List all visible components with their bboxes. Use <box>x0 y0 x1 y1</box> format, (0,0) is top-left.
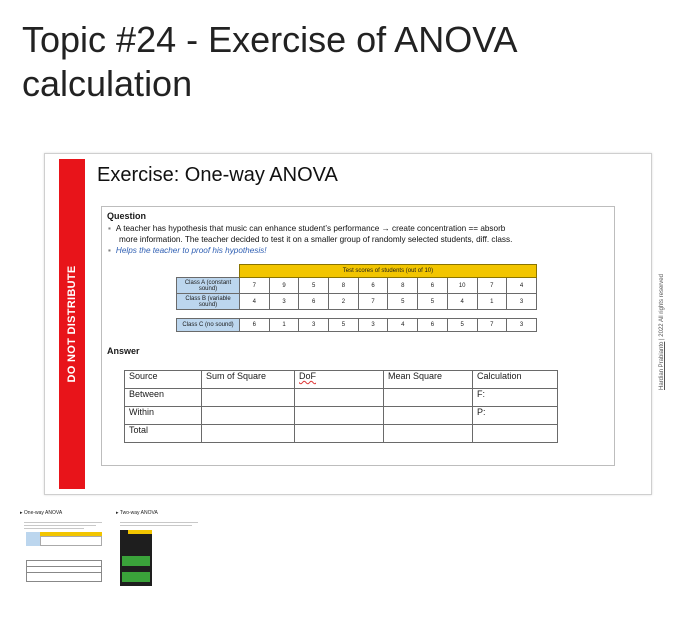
anova-row-between: Between <box>125 389 202 407</box>
thumbnail-label: ▸ Two-way ANOVA <box>116 510 158 516</box>
score-cell: 5 <box>388 294 418 310</box>
thumbnail-two-way-anova[interactable] <box>116 510 204 588</box>
score-cell: 3 <box>358 319 388 332</box>
thumb-table-labels <box>26 532 40 546</box>
score-cell: 5 <box>418 294 448 310</box>
anova-answer-table <box>124 370 558 443</box>
score-cell: 5 <box>299 278 329 294</box>
score-cell: 6 <box>240 319 270 332</box>
answer-label: Answer <box>107 346 140 356</box>
test-scores-table <box>176 264 537 332</box>
copyright-author: Hardian Prabianto <box>659 341 665 390</box>
score-cell: 3 <box>507 294 537 310</box>
anova-cell <box>202 389 295 407</box>
anova-cell <box>202 425 295 443</box>
thumbnail-one-way-anova[interactable] <box>20 510 108 588</box>
banner-text: DO NOT DISTRIBUTE <box>66 265 78 383</box>
score-cell: 5 <box>447 319 477 332</box>
thumb-answer-table <box>26 560 102 582</box>
thumbnail-label: ▸ One-way ANOVA <box>20 510 63 516</box>
score-cell: 4 <box>447 294 477 310</box>
score-cell: 10 <box>447 278 477 294</box>
anova-cell <box>295 425 384 443</box>
row-label-class-a: Class A (constant sound) <box>177 278 240 294</box>
do-not-distribute-banner <box>59 159 85 489</box>
anova-header-source: Source <box>125 371 202 389</box>
score-cell: 7 <box>477 278 507 294</box>
thumb-green-block <box>122 556 150 566</box>
score-cell: 3 <box>299 319 329 332</box>
score-cell: 9 <box>269 278 299 294</box>
exercise-content <box>101 206 615 466</box>
score-cell: 8 <box>329 278 359 294</box>
score-cell: 4 <box>388 319 418 332</box>
question-text-line1: ▪ A teacher has hypothesis that music can enhance student’s performance → create concentration == absorb <box>108 224 506 233</box>
row-label-class-c: Class C (no sound) <box>177 319 240 332</box>
score-cell: 4 <box>507 278 537 294</box>
anova-header-dof: DoF <box>295 371 384 389</box>
score-cell: 3 <box>269 294 299 310</box>
anova-header-calculation: Calculation <box>473 371 558 389</box>
score-cell: 5 <box>329 319 359 332</box>
anova-p-cell: P: <box>473 407 558 425</box>
score-cell: 6 <box>418 319 448 332</box>
score-cell: 1 <box>477 294 507 310</box>
score-cell: 6 <box>418 278 448 294</box>
thumb-dark-header <box>128 530 152 534</box>
score-cell: 3 <box>507 319 537 332</box>
score-cell: 7 <box>358 294 388 310</box>
score-cell: 8 <box>388 278 418 294</box>
copyright-text: | 2022 All rights reserved <box>659 274 665 340</box>
anova-cell <box>295 407 384 425</box>
question-label: Question <box>107 211 147 221</box>
anova-cell <box>384 389 473 407</box>
scores-table-header: Test scores of students (out of 10) <box>240 265 537 278</box>
anova-cell <box>384 425 473 443</box>
score-cell: 4 <box>240 294 270 310</box>
anova-cell <box>384 407 473 425</box>
anova-f-cell: F: <box>473 389 558 407</box>
score-cell: 7 <box>240 278 270 294</box>
anova-cell <box>202 407 295 425</box>
thumb-green-block <box>122 572 150 582</box>
hint-text: ▪ Helps the teacher to proof his hypothesis! <box>108 246 267 255</box>
copyright-note <box>659 274 665 390</box>
anova-header-sum-of-square: Sum of Square <box>202 371 295 389</box>
anova-cell <box>473 425 558 443</box>
anova-row-total: Total <box>125 425 202 443</box>
score-cell: 2 <box>329 294 359 310</box>
slide-preview <box>44 153 652 495</box>
thumb-table-body <box>40 536 102 546</box>
anova-row-within: Within <box>125 407 202 425</box>
question-text-line2: more information. The teacher decided to test it on a smaller group of randomly selected students, diff. class. <box>119 235 513 244</box>
score-cell: 6 <box>358 278 388 294</box>
anova-cell <box>295 389 384 407</box>
page-title: Topic #24 - Exercise of ANOVA calculation <box>22 19 516 104</box>
slide-title: Exercise: One-way ANOVA <box>97 164 338 186</box>
row-label-class-b: Class B (variable sound) <box>177 294 240 310</box>
anova-header-mean-square: Mean Square <box>384 371 473 389</box>
score-cell: 6 <box>299 294 329 310</box>
score-cell: 1 <box>269 319 299 332</box>
score-cell: 7 <box>477 319 507 332</box>
